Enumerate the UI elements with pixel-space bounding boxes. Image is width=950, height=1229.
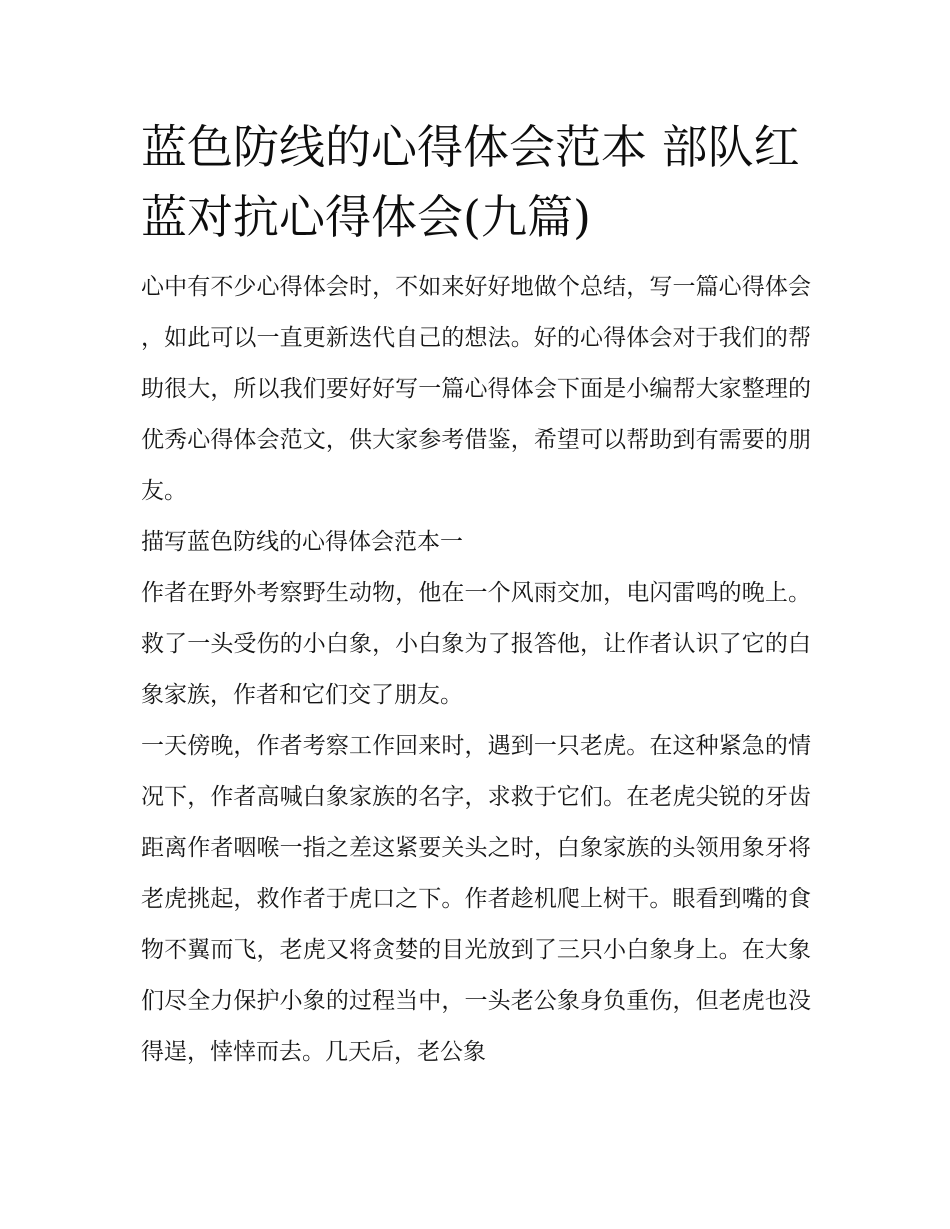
document-title: 蓝色防线的心得体会范本 部队红蓝对抗心得体会(九篇): [141, 120, 800, 244]
intro-paragraph: 心中有不少心得体会时，不如来好好地做个总结，写一篇心得体会，如此可以一直更新迭代自己的想法。好的心得体会对于我们的帮助很大，所以我们要好好写一篇心得体会下面是小编帮大家整理的优秀心得体会范文，供大家参考借鉴，希望可以帮助到有需要的朋友。: [141, 274, 811, 504]
body-paragraph: 一天傍晚，作者考察工作回来时，遇到一只老虎。在这种紧急的情况下，作者高喊白象家族的名字，求救于它们。在老虎尖锐的牙齿距离作者咽喉一指之差这紧要关头之时，白象家族的头领用象牙将老虎挑起，救作者于虎口之下。作者趁机爬上树干。眼看到嘴的食物不翼而飞，老虎又将贪婪的目光放到了三只小白象身上。在大象们尽全力保护小象的过程当中，一头老公象身负重伤，但老虎也没得逞，悻悻而去。几天后，老公象: [141, 733, 811, 1065]
section-heading: 描写蓝色防线的心得体会范本一: [141, 529, 463, 555]
document-body: [141, 262, 811, 1078]
body-paragraph: 作者在野外考察野生动物，他在一个风雨交加，电闪雷鸣的晚上。救了一头受伤的小白象，小白象为了报答他，让作者认识了它的白象家族，作者和它们交了朋友。: [141, 580, 811, 708]
document-content: [141, 112, 811, 1078]
